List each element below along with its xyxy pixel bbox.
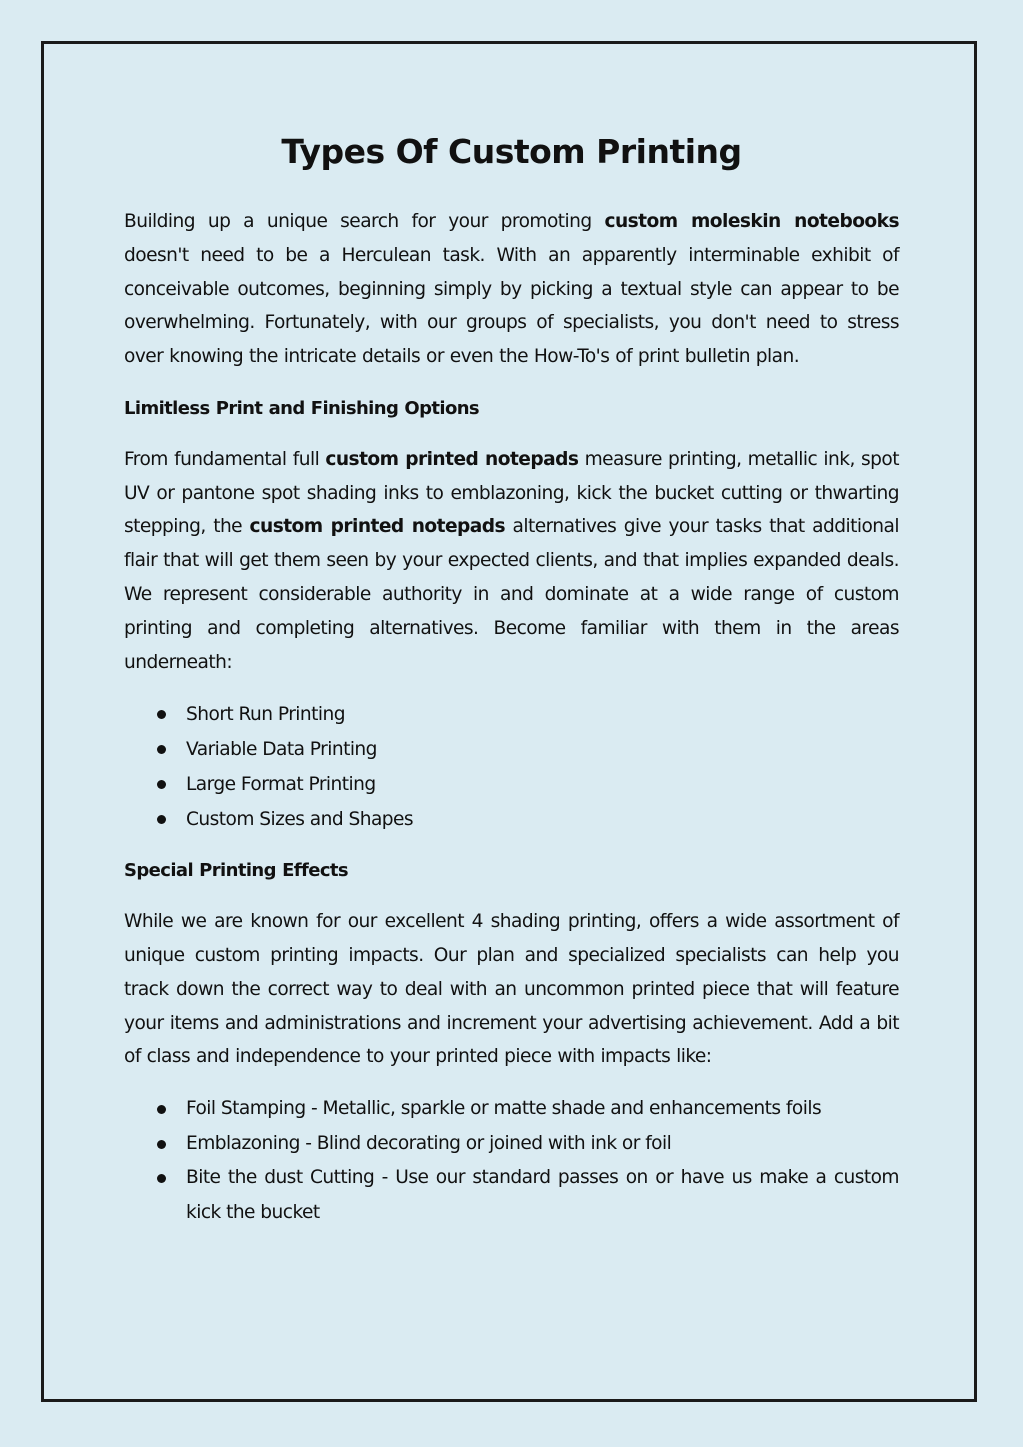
list-item-label: Variable Data Printing (186, 739, 377, 761)
list-item-label: Emblazoning - Blind decorating or joined with ink or foil (186, 1132, 672, 1154)
section1-heading: Limitless Print and Finishing Options (124, 397, 480, 419)
intro-bold-link: custom moleskin notebooks (604, 211, 899, 232)
bullet-icon (157, 710, 166, 719)
effects-list (124, 1092, 899, 1230)
list-item-label: Large Format Printing (186, 774, 376, 796)
intro-text-1: Building up a unique search for your promoting (124, 211, 605, 232)
list-item (124, 767, 899, 802)
list-item (124, 697, 899, 732)
section2-paragraph: While we are known for our excellent 4 shading printing, offers a wide assortment of unique custom printing impacts. Our plan and specialized specialists can help you track down the correct way to deal with an uncommon printed piece that will feature your items and administrations and increment your advertising achievement. Add a bit of class and independence to your printed piece with impacts like: (124, 911, 899, 1068)
list-item (124, 732, 899, 767)
section1-text-1: From fundamental full (124, 448, 326, 470)
bullet-icon (157, 1140, 166, 1149)
section1-bold-2: custom printed notepads (249, 516, 506, 538)
list-item (124, 1092, 899, 1127)
list-item-label: Custom Sizes and Shapes (186, 809, 414, 831)
list-item (124, 802, 899, 837)
section1-text-3: alternatives give your tasks that additional flair that will get them seen by your expected clients, and that implies expanded deals. We represent considerable authority in and dominate at a wide range of custom printing and completing alternatives. Become familiar with them in the areas underneath: (124, 516, 899, 673)
bullet-icon (157, 780, 166, 789)
page-title: Types Of Custom Printing (281, 132, 742, 171)
intro-paragraph (124, 205, 899, 374)
bullet-icon (157, 745, 166, 754)
intro-text-2: doesn't need to be a Herculean task. With an apparently interminable exhibit of conceivable outcomes, beginning simply by picking a textual style can appear to be overwhelming. Fortunately, with our groups of specialists, you don't need to stress over knowing the intricate details or even the How-To's of print bulletin plan. (124, 244, 899, 368)
section1-bold-1: custom printed notepads (325, 448, 579, 470)
list-item-label: Bite the dust Cutting - Use our standard passes on or have us make a custom kick the bucket (186, 1167, 899, 1223)
printing-types-list (124, 697, 899, 837)
section1-paragraph (124, 443, 899, 680)
list-item-label: Foil Stamping - Metallic, sparkle or matte shade and enhancements foils (186, 1098, 822, 1120)
bullet-icon (157, 1174, 166, 1183)
section2-heading: Special Printing Effects (124, 860, 349, 882)
list-item (124, 1127, 899, 1162)
bullet-icon (157, 1105, 166, 1114)
list-item (124, 1161, 899, 1230)
list-item-label: Short Run Printing (186, 704, 345, 726)
document-body (124, 126, 899, 1230)
section1-text-2: measure printing, metallic ink, spot UV or pantone spot shading inks to emblazoning, kick the bucket cutting or thwarting stepping, the (124, 448, 899, 538)
bullet-icon (157, 815, 166, 824)
